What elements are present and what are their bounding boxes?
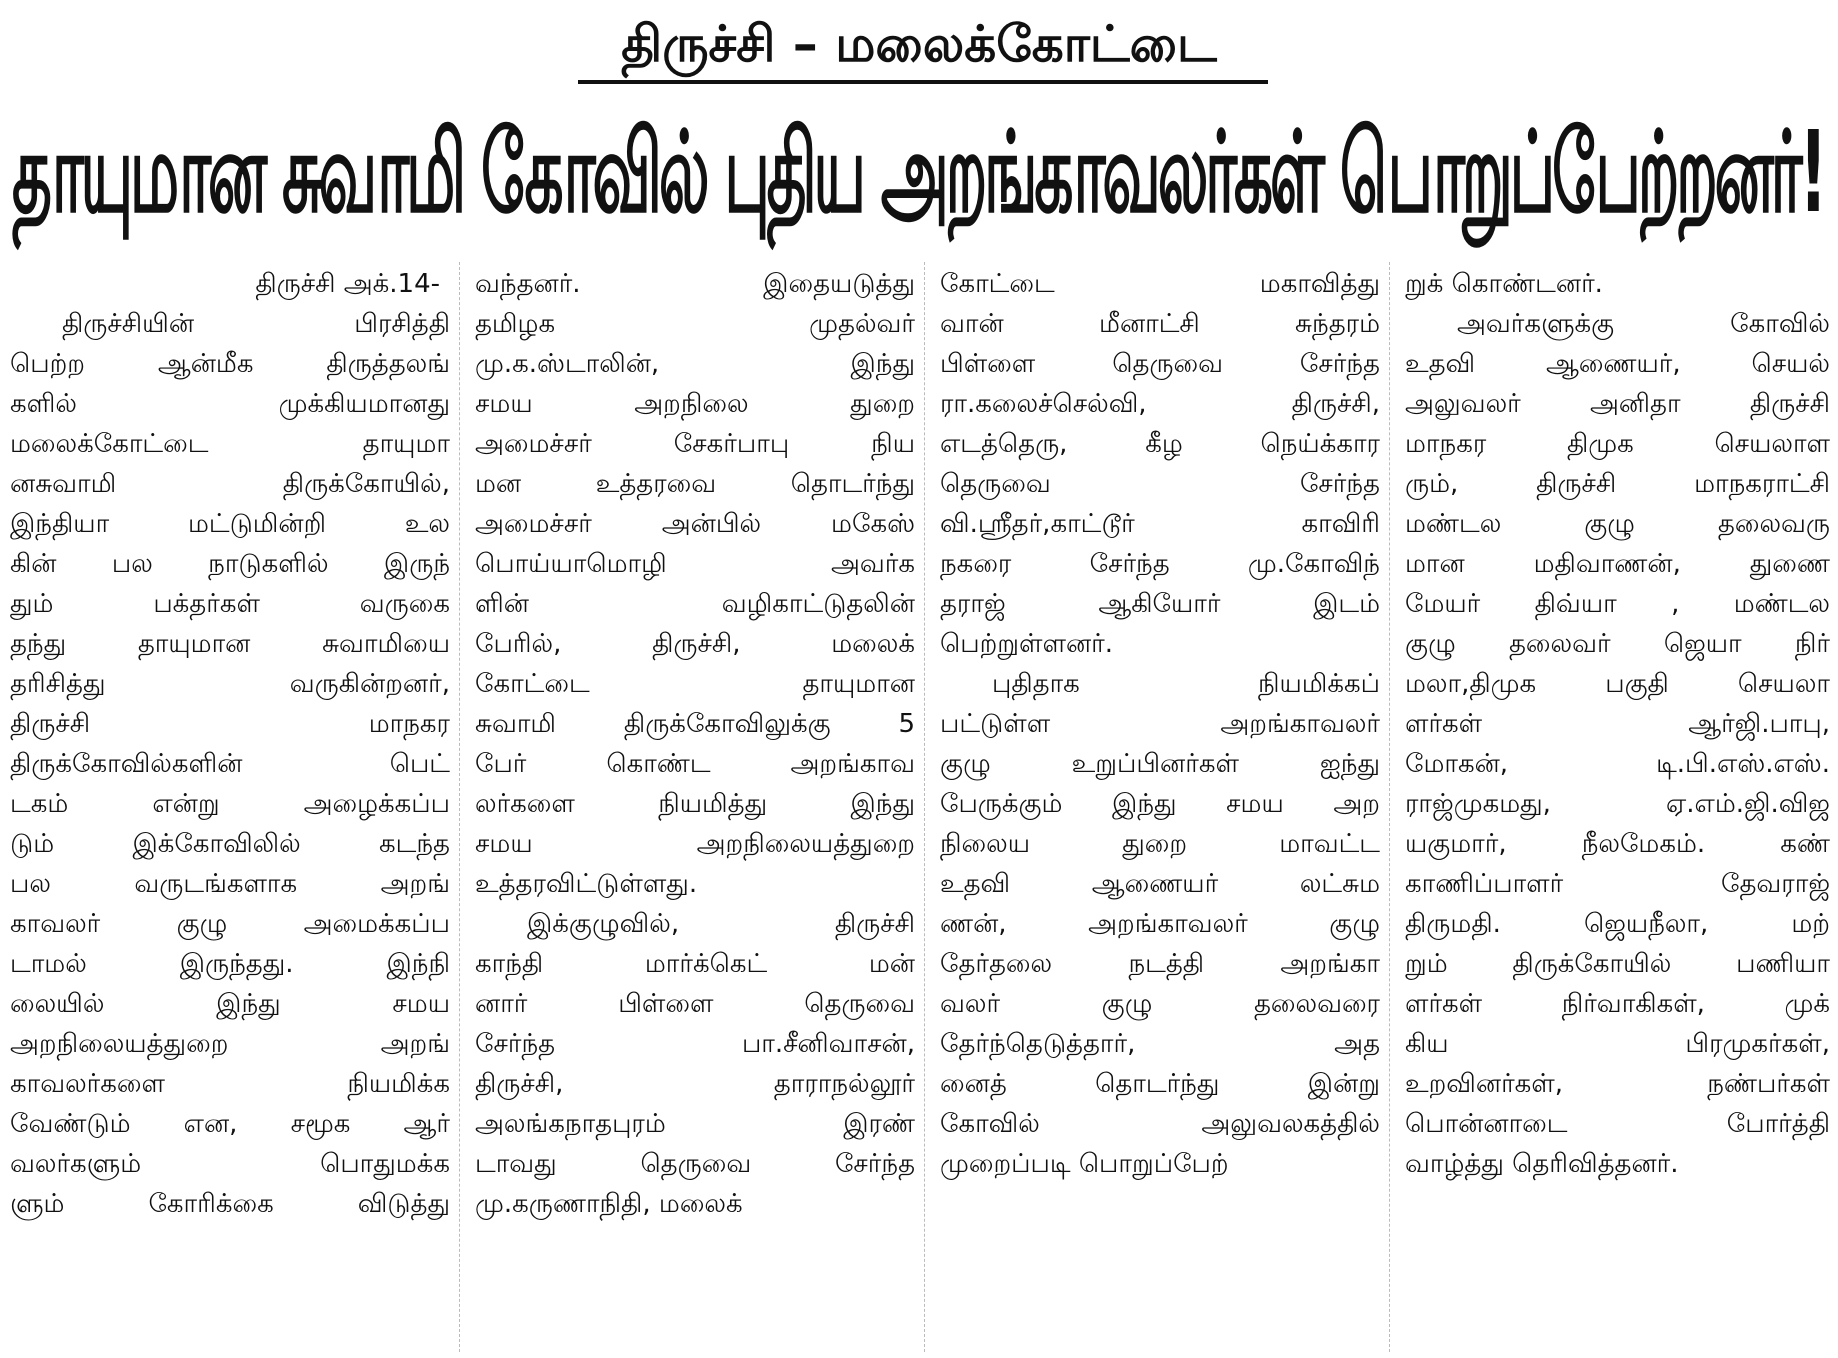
column-divider	[459, 262, 460, 1352]
location-kicker-text: திருச்சி – மலைக்கோட்டை	[621, 15, 1217, 73]
article-line: அமைச்சர் சேகர்பாபு நிய	[475, 429, 915, 459]
article-line: தராஜ் ஆகியோர் இடம்	[940, 589, 1380, 619]
article-line: புதிதாக நியமிக்கப்	[992, 669, 1380, 699]
article-line: நகரை சேர்ந்த மு.கோவிந்	[940, 549, 1380, 579]
article-line: தெருவை சேர்ந்த	[940, 469, 1380, 499]
article-line: திருச்சி அக்.14-	[255, 269, 440, 299]
headline-text: தாயுமான சுவாமி கோவில் புதிய அறங்காவலர்கள் பொறுப்பேற்றனர்!	[12, 108, 1824, 238]
article-line: காணிப்பாளர் தேவராஜ்	[1405, 869, 1830, 899]
article-line: திருச்சி மாநகர	[10, 709, 450, 739]
article-line: மு.கருணாநிதி, மலைக்	[475, 1189, 743, 1219]
article-line: முறைப்படி பொறுப்பேற்	[940, 1149, 1229, 1179]
article-line: அலுவலர் அனிதா திருச்சி	[1405, 389, 1830, 419]
article-line: தேர்ந்தெடுத்தார், அத	[940, 1029, 1380, 1059]
location-kicker	[0, 8, 1838, 84]
article-line: களில் முக்கியமானது	[10, 389, 450, 419]
article-line: திருக்கோவில்களின் பெட்	[10, 749, 450, 779]
article-line: காவலர்களை நியமிக்க	[10, 1069, 450, 1099]
article-line: தரிசித்து வருகின்றனர்,	[10, 669, 450, 699]
article-line: லையில் இந்து சமய	[10, 989, 450, 1019]
article-line: ராஜ்முகமது, ஏ.எம்.ஜி.விஜ	[1405, 789, 1830, 819]
article-line: மன உத்தரவை தொடர்ந்து	[475, 469, 915, 499]
article-line: தும் பக்தர்கள் வருகை	[10, 589, 450, 619]
article-line: டகம் என்று அழைக்கப்ப	[10, 789, 450, 819]
article-line: ளர்கள் ஆர்ஜி.பாபு,	[1405, 709, 1830, 739]
article-line: னைத் தொடர்ந்து இன்று	[940, 1069, 1380, 1099]
article-line: பேர் கொண்ட அறங்காவ	[475, 749, 915, 779]
article-line: சமய அறநிலை துறை	[475, 389, 915, 419]
article-line: ளர்கள் நிர்வாகிகள், முக்	[1405, 989, 1830, 1019]
article-line: திருச்சியின் பிரசித்தி	[62, 309, 450, 339]
article-line: உறவினர்கள், நண்பர்கள்	[1405, 1069, 1830, 1099]
article-line: பேருக்கும் இந்து சமய அற	[940, 789, 1380, 819]
article-line: வான் மீனாட்சி சுந்தரம்	[940, 309, 1380, 339]
article-line: சுவாமி திருக்கோவிலுக்கு 5	[475, 709, 915, 739]
article-line: அமைச்சர் அன்பில் மகேஸ்	[475, 509, 915, 539]
article-line: மு.க.ஸ்டாலின், இந்து	[475, 349, 915, 379]
article-line: கோட்டை மகாவித்து	[940, 269, 1380, 299]
article-line: பட்டுள்ள அறங்காவலர்	[940, 709, 1380, 739]
article-line: மண்டல குழு தலைவரு	[1405, 509, 1830, 539]
article-line: உதவி ஆணையர் லட்சும	[940, 869, 1380, 899]
article-line: மாநகர திமுக செயலாள	[1405, 429, 1830, 459]
article-line: ரா.கலைச்செல்வி, திருச்சி,	[940, 389, 1380, 419]
article-line: ணன், அறங்காவலர் குழு	[940, 909, 1380, 939]
article-line: உத்தரவிட்டுள்ளது.	[475, 869, 698, 899]
article-line: உதவி ஆணையர், செயல்	[1405, 349, 1830, 379]
article-line: தந்து தாயுமான சுவாமியை	[10, 629, 450, 659]
article-line: பொய்யாமொழி அவர்க	[475, 549, 915, 579]
article-line: மேயர் திவ்யா , மண்டல	[1405, 589, 1830, 619]
article-line: மோகன், டி.பி.எஸ்.எஸ்.	[1405, 749, 1830, 779]
article-column-1	[10, 264, 450, 1354]
article-line: சமய அறநிலையத்துறை	[475, 829, 915, 859]
column-divider	[1389, 262, 1390, 1352]
article-line: அறநிலையத்துறை அறங்	[10, 1029, 450, 1059]
article-line: டும் இக்கோவிலில் கடந்த	[10, 829, 450, 859]
article-line: கின் பல நாடுகளில் இருந்	[10, 549, 450, 579]
article-line: பிள்ளை தெருவை சேர்ந்த	[940, 349, 1380, 379]
article-line: ளின் வழிகாட்டுதலின்	[475, 589, 915, 619]
article-line: குழு உறுப்பினர்கள் ஐந்து	[940, 749, 1380, 779]
article-line: தமிழக முதல்வர்	[475, 309, 915, 339]
article-line: னார் பிள்ளை தெருவை	[475, 989, 915, 1019]
article-line: ரும், திருச்சி மாநகராட்சி	[1405, 469, 1830, 499]
article-column-3	[940, 264, 1380, 1354]
article-line: வாழ்த்து தெரிவித்தனர்.	[1405, 1149, 1679, 1179]
article-line: பொன்னாடை போர்த்தி	[1405, 1109, 1830, 1139]
article-line: திருச்சி, தாராநல்லூர்	[475, 1069, 915, 1099]
article-line: மலைக்கோட்டை தாயுமா	[10, 429, 450, 459]
article-line: றுக் கொண்டனர்.	[1405, 269, 1603, 299]
article-line: வந்தனர். இதையடுத்து	[475, 269, 915, 299]
article-line: டாமல் இருந்தது. இந்நி	[10, 949, 450, 979]
article-line: றும் திருக்கோயில் பணியா	[1405, 949, 1830, 979]
article-line: வேண்டும் என, சமூக ஆர்	[10, 1109, 450, 1139]
article-line: வி.ஸ்ரீதர்,காட்டூர் காவிரி	[940, 509, 1380, 539]
article-line: குழு தலைவர் ஜெயா நிர்	[1405, 629, 1830, 659]
article-line: அலங்கநாதபுரம் இரண்	[475, 1109, 915, 1139]
article-line: காவலர் குழு அமைக்கப்ப	[10, 909, 450, 939]
article-line: கோட்டை தாயுமான	[475, 669, 915, 699]
article-line: கோவில் அலுவலகத்தில்	[940, 1109, 1380, 1139]
article-line: திருமதி. ஜெயநீலா, மற்	[1405, 909, 1830, 939]
article-line: பெற்றுள்ளனர்.	[940, 629, 1113, 659]
article-line: காந்தி மார்க்கெட் மன்	[475, 949, 915, 979]
article-line: மான மதிவாணன், துணை	[1405, 549, 1830, 579]
article-line: ளும் கோரிக்கை விடுத்து	[10, 1189, 450, 1219]
article-line: சேர்ந்த பா.சீனிவாசன்,	[475, 1029, 915, 1059]
article-line: நிலைய துறை மாவட்ட	[940, 829, 1380, 859]
kicker-underline	[578, 80, 1268, 84]
article-line: வலர் குழு தலைவரை	[940, 989, 1380, 1019]
article-line: மலா,திமுக பகுதி செயலா	[1405, 669, 1830, 699]
article-line: இந்தியா மட்டுமின்றி உல	[10, 509, 450, 539]
article-line: பல வருடங்களாக அறங்	[10, 869, 450, 899]
article-column-4	[1405, 264, 1830, 1354]
article-line: இக்குழுவில், திருச்சி	[527, 909, 915, 939]
article-line: எடத்தெரு, கீழ நெய்க்கார	[940, 429, 1380, 459]
article-line: டாவது தெருவை சேர்ந்த	[475, 1149, 915, 1179]
article-line: பேரில், திருச்சி, மலைக்	[475, 629, 915, 659]
article-line: லர்களை நியமித்து இந்து	[475, 789, 915, 819]
headline	[0, 98, 1838, 248]
article-line: அவர்களுக்கு கோவில்	[1457, 309, 1830, 339]
column-divider	[924, 262, 925, 1352]
article-line: தேர்தலை நடத்தி அறங்கா	[940, 949, 1380, 979]
article-line: கிய பிரமுகர்கள்,	[1405, 1029, 1830, 1059]
article-line: னசுவாமி திருக்கோயில்,	[10, 469, 450, 499]
article-line: யகுமார், நீலமேகம். கண்	[1405, 829, 1830, 859]
article-column-2	[475, 264, 915, 1354]
article-line: வலர்களும் பொதுமக்க	[10, 1149, 450, 1179]
article-line: பெற்ற ஆன்மீக திருத்தலங்	[10, 349, 450, 379]
